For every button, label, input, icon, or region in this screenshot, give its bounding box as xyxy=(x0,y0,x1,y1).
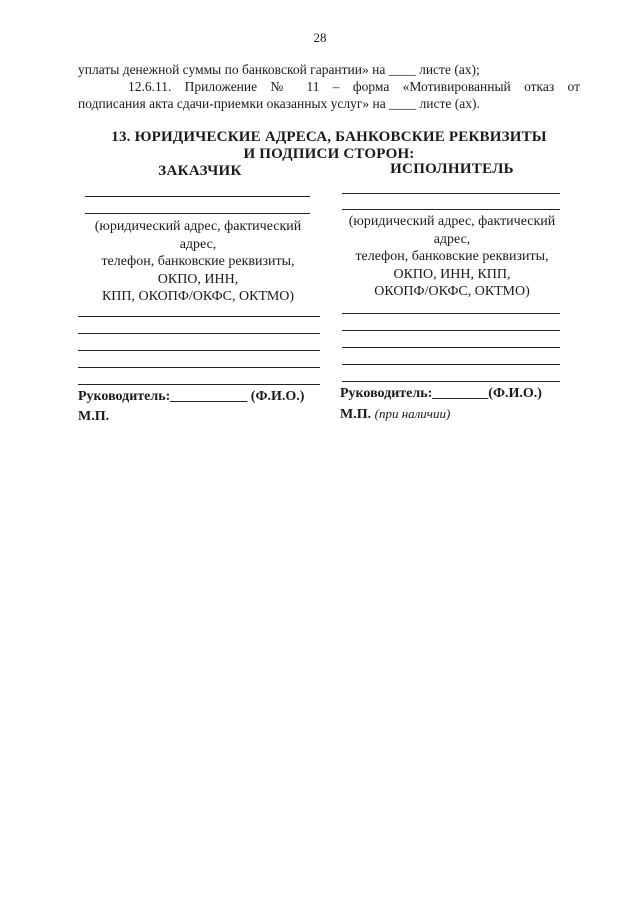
customer-requisites-hint xyxy=(78,218,318,306)
contractor-head-signature: Руководитель:________(Ф.И.О.) xyxy=(340,386,542,401)
requisites-line: ОКОПФ/ОКФС, ОКТМО) xyxy=(374,284,530,299)
contractor-requisites-line xyxy=(342,381,560,382)
customer-requisites-line xyxy=(78,333,320,334)
customer-requisites-line xyxy=(78,384,320,385)
paragraph-line: уплаты денежной суммы по банковской гарантии» на ____ листе (ах); xyxy=(78,62,480,77)
customer-stamp-label: М.П. xyxy=(78,409,110,424)
customer-requisites-line xyxy=(78,367,320,368)
requisites-line: ОКПО, ИНН, КПП, xyxy=(393,266,511,282)
item-12-6-11: 12.6.11. Приложение № 11 – форма «Мотивированный отказ от xyxy=(128,79,580,94)
requisites-line: (юридический адрес, фактический xyxy=(94,219,302,234)
customer-name-line xyxy=(85,196,310,197)
requisites-line: (юридический адрес, фактический xyxy=(348,214,556,229)
page-number: 28 xyxy=(313,30,327,45)
customer-requisites-line xyxy=(78,316,320,317)
contractor-requisites-line xyxy=(342,313,560,314)
contractor-requisites-line xyxy=(342,364,560,365)
requisites-line: адрес, xyxy=(433,231,471,247)
contractor-title: ИСПОЛНИТЕЛЬ xyxy=(390,161,514,177)
requisites-line: телефон, банковские реквизиты, xyxy=(101,254,295,269)
customer-title: ЗАКАЗЧИК xyxy=(158,163,242,179)
requisites-line: телефон, банковские реквизиты, xyxy=(355,249,549,264)
contractor-name-line xyxy=(342,193,560,194)
section-heading-line2: И ПОДПИСИ СТОРОН: xyxy=(243,146,415,162)
requisites-line: КПП, ОКОПФ/ОКФС, ОКТМО) xyxy=(101,289,295,304)
contractor-name-line xyxy=(342,209,560,210)
contractor-requisites-line xyxy=(342,330,560,331)
customer-name-line xyxy=(85,213,310,214)
contractor-stamp-label xyxy=(340,405,570,424)
requisites-line: ОКПО, ИНН, xyxy=(157,271,239,287)
contractor-requisites-line xyxy=(342,347,560,348)
contractor-requisites-hint xyxy=(338,213,566,301)
item-12-6-11-continuation: подписания акта сдачи-приемки оказанных услуг» на ____ листе (ах). xyxy=(78,96,480,111)
stamp-label: М.П. xyxy=(340,407,372,422)
stamp-note: (при наличии) xyxy=(374,406,451,421)
customer-requisites-line xyxy=(78,350,320,351)
section-heading: 13. ЮРИДИЧЕСКИЕ АДРЕСА, БАНКОВСКИЕ РЕКВИЗИТЫ xyxy=(111,129,547,145)
requisites-line: адрес, xyxy=(179,236,217,252)
customer-head-signature: Руководитель:___________ (Ф.И.О.) xyxy=(78,389,305,404)
